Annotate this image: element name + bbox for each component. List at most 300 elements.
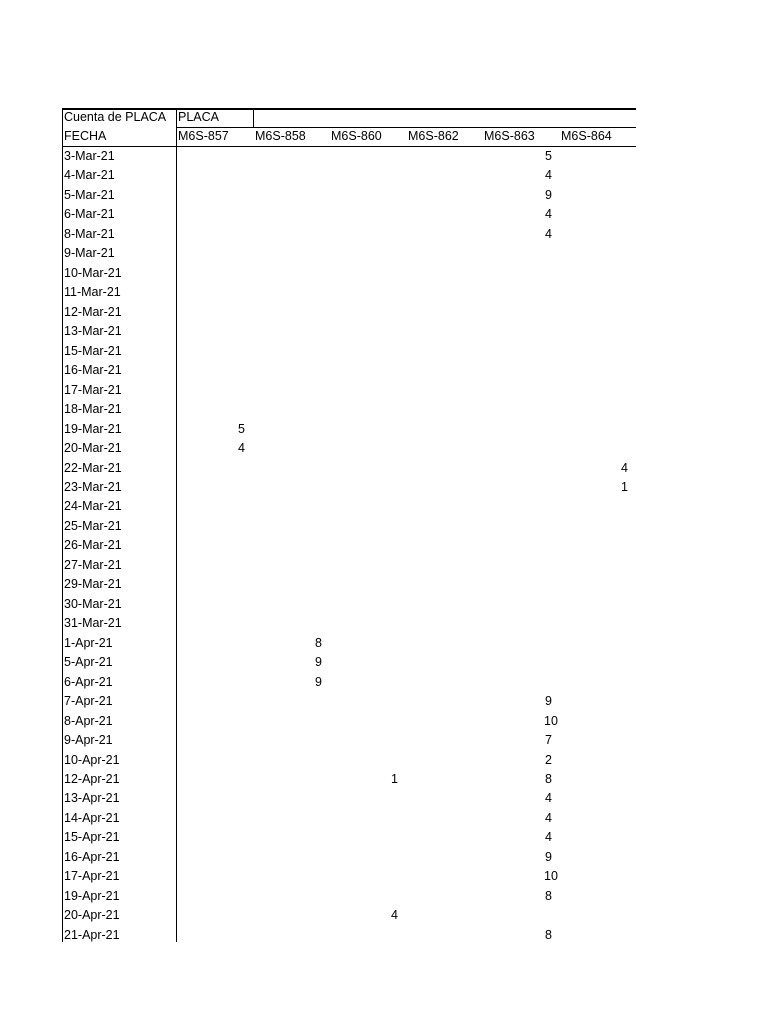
value-cell[interactable] — [314, 303, 322, 322]
value-cell[interactable] — [314, 556, 322, 575]
value-cell[interactable] — [390, 283, 398, 302]
value-cell[interactable] — [237, 653, 245, 672]
value-cell[interactable] — [544, 614, 552, 633]
value-cell[interactable] — [390, 595, 398, 614]
value-cell[interactable] — [620, 283, 628, 302]
row-date-cell[interactable]: 5-Mar-21 — [64, 187, 115, 202]
value-cell[interactable] — [390, 186, 398, 205]
value-cell[interactable] — [620, 867, 628, 886]
value-cell[interactable] — [314, 809, 322, 828]
row-date-cell[interactable]: 7-Apr-21 — [64, 694, 113, 709]
value-cell[interactable] — [390, 751, 398, 770]
value-cell[interactable] — [237, 731, 245, 750]
value-cell[interactable] — [620, 595, 628, 614]
value-cell[interactable] — [544, 283, 552, 302]
value-cell[interactable] — [467, 439, 475, 458]
value-cell[interactable]: 9 — [545, 694, 552, 709]
value-cell[interactable] — [620, 264, 628, 283]
value-cell[interactable]: 5 — [238, 421, 245, 436]
row-date-cell[interactable]: 8-Apr-21 — [64, 713, 113, 728]
value-cell[interactable] — [467, 342, 475, 361]
value-cell[interactable] — [467, 147, 475, 166]
value-cell[interactable] — [620, 381, 628, 400]
value-cell[interactable] — [544, 420, 552, 439]
value-cell[interactable] — [467, 322, 475, 341]
value-cell[interactable] — [314, 575, 322, 594]
value-cell[interactable]: 4 — [545, 207, 552, 222]
value-cell[interactable] — [544, 400, 552, 419]
column-field-label[interactable]: PLACA — [178, 110, 219, 124]
value-cell[interactable] — [237, 303, 245, 322]
value-cell[interactable] — [467, 595, 475, 614]
value-cell[interactable]: 4 — [238, 441, 245, 456]
row-date-cell[interactable]: 12-Apr-21 — [64, 772, 120, 786]
row-date-cell[interactable]: 15-Mar-21 — [64, 343, 122, 358]
value-cell[interactable]: 4 — [391, 908, 398, 923]
value-cell[interactable] — [314, 517, 322, 536]
value-cell[interactable] — [467, 770, 475, 789]
row-date-cell[interactable]: 26-Mar-21 — [64, 538, 122, 553]
value-cell[interactable] — [314, 147, 322, 166]
row-date-cell[interactable]: 12-Mar-21 — [64, 304, 122, 319]
value-cell[interactable] — [467, 906, 475, 925]
value-cell[interactable] — [314, 887, 322, 906]
value-cell[interactable] — [544, 634, 552, 653]
column-header[interactable]: M6S-864 — [561, 129, 612, 143]
value-cell[interactable] — [467, 517, 475, 536]
row-date-cell[interactable]: 19-Mar-21 — [64, 421, 122, 436]
value-cell[interactable] — [314, 244, 322, 263]
value-cell[interactable] — [390, 653, 398, 672]
value-cell[interactable] — [390, 381, 398, 400]
value-cell[interactable] — [544, 439, 552, 458]
value-cell[interactable] — [314, 342, 322, 361]
value-cell[interactable] — [390, 342, 398, 361]
value-cell[interactable] — [620, 809, 628, 828]
value-cell[interactable] — [390, 400, 398, 419]
value-cell[interactable] — [620, 887, 628, 906]
value-cell[interactable] — [620, 692, 628, 711]
value-cell[interactable] — [237, 751, 245, 770]
value-cell[interactable] — [544, 303, 552, 322]
value-cell[interactable] — [467, 303, 475, 322]
value-cell[interactable] — [390, 556, 398, 575]
value-cell[interactable]: 1 — [391, 772, 398, 786]
value-cell[interactable] — [314, 186, 322, 205]
value-cell[interactable] — [467, 166, 475, 185]
value-cell[interactable] — [390, 497, 398, 516]
value-cell[interactable]: 8 — [545, 888, 552, 903]
value-cell[interactable] — [467, 828, 475, 847]
value-cell[interactable]: 4 — [545, 810, 552, 825]
row-date-cell[interactable]: 9-Mar-21 — [64, 246, 115, 261]
value-cell[interactable] — [390, 634, 398, 653]
value-cell[interactable] — [467, 789, 475, 808]
value-cell[interactable] — [237, 264, 245, 283]
value-cell[interactable] — [237, 595, 245, 614]
value-cell[interactable] — [620, 614, 628, 633]
value-cell[interactable] — [620, 712, 628, 731]
value-cell[interactable] — [620, 322, 628, 341]
value-cell[interactable] — [314, 595, 322, 614]
value-cell[interactable] — [467, 575, 475, 594]
value-cell[interactable] — [390, 225, 398, 244]
value-cell[interactable] — [390, 692, 398, 711]
value-cell[interactable] — [467, 361, 475, 380]
value-cell[interactable] — [544, 653, 552, 672]
pivot-body — [62, 147, 636, 945]
value-cell[interactable] — [314, 614, 322, 633]
value-cell[interactable] — [237, 809, 245, 828]
value-cell[interactable] — [544, 361, 552, 380]
value-cell[interactable] — [467, 712, 475, 731]
row-date-cell[interactable]: 1-Apr-21 — [64, 635, 113, 650]
value-cell[interactable] — [237, 770, 245, 789]
value-cell[interactable] — [390, 303, 398, 322]
value-cell[interactable] — [314, 731, 322, 750]
value-cell[interactable]: 8 — [315, 635, 322, 650]
value-cell[interactable] — [467, 887, 475, 906]
value-cell[interactable] — [467, 283, 475, 302]
value-cell[interactable] — [237, 459, 245, 478]
value-cell[interactable] — [237, 848, 245, 867]
value-cell[interactable] — [467, 731, 475, 750]
value-cell[interactable] — [314, 828, 322, 847]
value-cell[interactable] — [620, 634, 628, 653]
value-cell[interactable] — [237, 867, 245, 886]
row-date-cell[interactable]: 4-Mar-21 — [64, 168, 115, 183]
value-cell[interactable] — [314, 361, 322, 380]
value-cell[interactable] — [544, 536, 552, 555]
row-date-cell[interactable]: 8-Mar-21 — [64, 226, 115, 241]
value-cell[interactable]: 10 — [544, 869, 558, 884]
value-cell[interactable] — [467, 536, 475, 555]
value-cell[interactable] — [620, 205, 628, 224]
row-date-cell[interactable]: 24-Mar-21 — [64, 499, 122, 514]
value-cell[interactable] — [467, 459, 475, 478]
value-cell[interactable] — [237, 789, 245, 808]
row-date-cell[interactable]: 9-Apr-21 — [64, 733, 113, 748]
value-cell[interactable] — [390, 205, 398, 224]
row-date-cell[interactable]: 27-Mar-21 — [64, 557, 122, 572]
value-cell[interactable] — [237, 283, 245, 302]
row-date-cell[interactable]: 6-Mar-21 — [64, 207, 115, 222]
value-cell[interactable]: 9 — [545, 849, 552, 864]
value-cell[interactable] — [467, 634, 475, 653]
value-cell[interactable] — [544, 342, 552, 361]
value-cell[interactable]: 7 — [545, 733, 552, 748]
value-cell[interactable] — [314, 906, 322, 925]
row-date-cell[interactable]: 30-Mar-21 — [64, 596, 122, 611]
value-cell[interactable]: 4 — [545, 791, 552, 806]
value-cell[interactable] — [620, 731, 628, 750]
value-cell[interactable] — [314, 926, 322, 945]
value-cell[interactable] — [620, 517, 628, 536]
value-cell[interactable] — [544, 673, 552, 692]
value-cell[interactable] — [544, 575, 552, 594]
row-date-cell[interactable]: 19-Apr-21 — [64, 888, 120, 903]
value-cell[interactable] — [314, 166, 322, 185]
value-cell[interactable] — [467, 186, 475, 205]
value-cell[interactable] — [544, 595, 552, 614]
row-date-cell[interactable]: 16-Apr-21 — [64, 849, 120, 864]
value-cell[interactable] — [390, 244, 398, 263]
value-cell[interactable] — [620, 770, 628, 789]
value-cell[interactable] — [237, 887, 245, 906]
value-cell[interactable] — [314, 205, 322, 224]
value-cell[interactable]: 4 — [545, 168, 552, 183]
value-cell[interactable] — [390, 828, 398, 847]
value-cell[interactable] — [390, 789, 398, 808]
value-cell[interactable] — [390, 478, 398, 497]
value-cell[interactable] — [620, 653, 628, 672]
value-cell[interactable] — [237, 634, 245, 653]
value-cell[interactable] — [620, 439, 628, 458]
value-cell[interactable] — [467, 614, 475, 633]
value-cell[interactable] — [314, 264, 322, 283]
value-cell[interactable] — [544, 264, 552, 283]
value-cell[interactable] — [467, 556, 475, 575]
value-cell[interactable] — [620, 400, 628, 419]
value-cell[interactable] — [390, 809, 398, 828]
row-date-cell[interactable]: 17-Apr-21 — [64, 869, 120, 884]
value-cell[interactable] — [620, 906, 628, 925]
value-cell[interactable] — [544, 906, 552, 925]
value-cell[interactable] — [467, 692, 475, 711]
value-cell[interactable] — [390, 517, 398, 536]
value-cell[interactable] — [467, 867, 475, 886]
value-cell[interactable] — [237, 147, 245, 166]
table-row — [62, 692, 636, 711]
value-cell[interactable] — [467, 848, 475, 867]
value-cell[interactable] — [467, 400, 475, 419]
value-cell[interactable] — [314, 283, 322, 302]
value-cell[interactable]: 4 — [621, 460, 628, 475]
value-cell[interactable] — [390, 166, 398, 185]
value-cell[interactable] — [237, 381, 245, 400]
corner-label[interactable]: Cuenta de PLACA — [64, 110, 167, 124]
value-cell[interactable] — [390, 926, 398, 945]
value-cell[interactable] — [237, 712, 245, 731]
value-cell[interactable] — [314, 712, 322, 731]
row-date-cell[interactable]: 21-Apr-21 — [64, 927, 120, 942]
value-cell[interactable] — [390, 264, 398, 283]
value-cell[interactable] — [314, 225, 322, 244]
value-cell[interactable] — [467, 264, 475, 283]
value-cell[interactable] — [237, 673, 245, 692]
value-cell[interactable]: 9 — [545, 187, 552, 202]
row-date-cell[interactable]: 13-Mar-21 — [64, 324, 122, 339]
value-cell[interactable] — [467, 751, 475, 770]
value-cell[interactable] — [237, 400, 245, 419]
row-date-cell[interactable]: 17-Mar-21 — [64, 382, 122, 397]
value-cell[interactable] — [620, 497, 628, 516]
value-cell[interactable] — [620, 147, 628, 166]
value-cell[interactable] — [544, 381, 552, 400]
value-cell[interactable] — [620, 166, 628, 185]
value-cell[interactable]: 9 — [315, 655, 322, 670]
value-cell[interactable] — [544, 322, 552, 341]
value-cell[interactable] — [544, 459, 552, 478]
value-cell[interactable]: 8 — [545, 772, 552, 786]
value-cell[interactable] — [237, 497, 245, 516]
value-cell[interactable] — [620, 420, 628, 439]
value-cell[interactable] — [467, 381, 475, 400]
value-cell[interactable] — [620, 673, 628, 692]
row-field-label[interactable]: FECHA — [64, 129, 107, 143]
value-cell[interactable] — [544, 244, 552, 263]
row-date-cell[interactable]: 6-Apr-21 — [64, 674, 113, 689]
row-date-cell[interactable]: 20-Mar-21 — [64, 441, 122, 456]
row-date-cell[interactable]: 20-Apr-21 — [64, 908, 120, 923]
value-cell[interactable] — [467, 244, 475, 263]
value-cell[interactable] — [314, 692, 322, 711]
value-cell[interactable] — [390, 322, 398, 341]
row-date-cell[interactable]: 18-Mar-21 — [64, 402, 122, 417]
column-header[interactable]: M6S-863 — [484, 129, 535, 143]
value-cell[interactable] — [467, 420, 475, 439]
value-cell[interactable] — [620, 751, 628, 770]
value-cell[interactable] — [620, 186, 628, 205]
value-cell[interactable]: 8 — [545, 927, 552, 942]
column-header[interactable]: M6S-857 — [178, 129, 229, 143]
value-cell[interactable] — [544, 478, 552, 497]
row-date-cell[interactable]: 15-Apr-21 — [64, 830, 120, 845]
value-cell[interactable] — [237, 692, 245, 711]
value-cell[interactable] — [237, 478, 245, 497]
value-cell[interactable] — [390, 731, 398, 750]
value-cell[interactable] — [390, 614, 398, 633]
row-date-cell[interactable]: 25-Mar-21 — [64, 518, 122, 533]
value-cell[interactable]: 9 — [315, 674, 322, 689]
value-cell[interactable] — [467, 497, 475, 516]
row-date-cell[interactable]: 10-Mar-21 — [64, 265, 122, 280]
value-cell[interactable] — [620, 926, 628, 945]
row-date-cell[interactable]: 5-Apr-21 — [64, 655, 113, 670]
value-cell[interactable] — [390, 147, 398, 166]
value-cell[interactable] — [467, 478, 475, 497]
value-cell[interactable] — [237, 906, 245, 925]
row-date-cell[interactable]: 13-Apr-21 — [64, 791, 120, 806]
value-cell[interactable] — [620, 536, 628, 555]
value-cell[interactable] — [620, 244, 628, 263]
row-date-cell[interactable]: 29-Mar-21 — [64, 577, 122, 592]
row-date-cell[interactable]: 16-Mar-21 — [64, 363, 122, 378]
value-cell[interactable] — [467, 926, 475, 945]
value-cell[interactable] — [620, 575, 628, 594]
column-header[interactable]: M6S-858 — [255, 129, 306, 143]
value-cell[interactable] — [314, 420, 322, 439]
row-date-cell[interactable]: 23-Mar-21 — [64, 479, 122, 494]
value-cell[interactable] — [314, 770, 322, 789]
value-cell[interactable] — [390, 673, 398, 692]
value-cell[interactable] — [314, 497, 322, 516]
value-cell[interactable] — [620, 225, 628, 244]
value-cell[interactable] — [237, 166, 245, 185]
value-cell[interactable] — [544, 517, 552, 536]
value-cell[interactable] — [237, 828, 245, 847]
value-cell[interactable] — [467, 225, 475, 244]
value-cell[interactable]: 5 — [545, 149, 552, 163]
value-cell[interactable] — [390, 575, 398, 594]
value-cell[interactable] — [237, 361, 245, 380]
value-cell[interactable] — [237, 575, 245, 594]
value-cell[interactable] — [467, 673, 475, 692]
value-cell[interactable]: 1 — [621, 479, 628, 494]
value-cell[interactable]: 10 — [544, 713, 558, 728]
row-date-cell[interactable]: 11-Mar-21 — [64, 285, 121, 300]
value-cell[interactable] — [314, 867, 322, 886]
value-cell[interactable] — [314, 751, 322, 770]
value-cell[interactable] — [620, 556, 628, 575]
value-cell[interactable] — [237, 536, 245, 555]
value-cell[interactable] — [314, 400, 322, 419]
value-cell[interactable] — [237, 205, 245, 224]
value-cell[interactable] — [237, 926, 245, 945]
value-cell[interactable] — [467, 809, 475, 828]
column-header[interactable]: M6S-860 — [331, 129, 382, 143]
value-cell[interactable]: 4 — [545, 226, 552, 241]
value-cell[interactable] — [620, 848, 628, 867]
value-cell[interactable] — [237, 322, 245, 341]
value-cell[interactable]: 2 — [545, 752, 552, 767]
row-date-cell[interactable]: 31-Mar-21 — [64, 616, 122, 631]
value-cell[interactable] — [390, 848, 398, 867]
value-cell[interactable] — [314, 459, 322, 478]
value-cell[interactable] — [390, 712, 398, 731]
value-cell[interactable] — [390, 867, 398, 886]
value-cell[interactable] — [314, 478, 322, 497]
value-cell[interactable] — [314, 536, 322, 555]
value-cell[interactable] — [314, 848, 322, 867]
column-header[interactable]: M6S-862 — [408, 129, 459, 143]
value-cell[interactable] — [544, 556, 552, 575]
value-cell[interactable] — [237, 186, 245, 205]
value-cell[interactable] — [314, 322, 322, 341]
value-cell[interactable] — [237, 556, 245, 575]
value-cell[interactable] — [237, 614, 245, 633]
value-cell[interactable] — [544, 497, 552, 516]
value-cell[interactable] — [314, 439, 322, 458]
value-cell[interactable] — [620, 303, 628, 322]
table-row — [62, 673, 636, 692]
value-cell[interactable] — [620, 789, 628, 808]
value-cell[interactable]: 4 — [545, 830, 552, 845]
value-cell[interactable] — [314, 381, 322, 400]
value-cell[interactable] — [237, 342, 245, 361]
value-cell[interactable] — [390, 361, 398, 380]
value-cell[interactable] — [314, 789, 322, 808]
table-row — [62, 906, 636, 925]
value-cell[interactable] — [390, 536, 398, 555]
value-cell[interactable] — [237, 225, 245, 244]
row-date-cell[interactable]: 10-Apr-21 — [64, 752, 120, 767]
row-date-cell[interactable]: 14-Apr-21 — [64, 810, 120, 825]
value-cell[interactable] — [467, 205, 475, 224]
row-date-cell[interactable]: 22-Mar-21 — [64, 460, 122, 475]
value-cell[interactable] — [390, 439, 398, 458]
value-cell[interactable] — [237, 244, 245, 263]
row-date-cell[interactable]: 3-Mar-21 — [64, 149, 115, 163]
value-cell[interactable] — [620, 342, 628, 361]
value-cell[interactable] — [467, 653, 475, 672]
value-cell[interactable] — [620, 828, 628, 847]
value-cell[interactable] — [620, 361, 628, 380]
value-cell[interactable] — [390, 420, 398, 439]
value-cell[interactable] — [390, 459, 398, 478]
value-cell[interactable] — [237, 517, 245, 536]
value-cell[interactable] — [390, 887, 398, 906]
